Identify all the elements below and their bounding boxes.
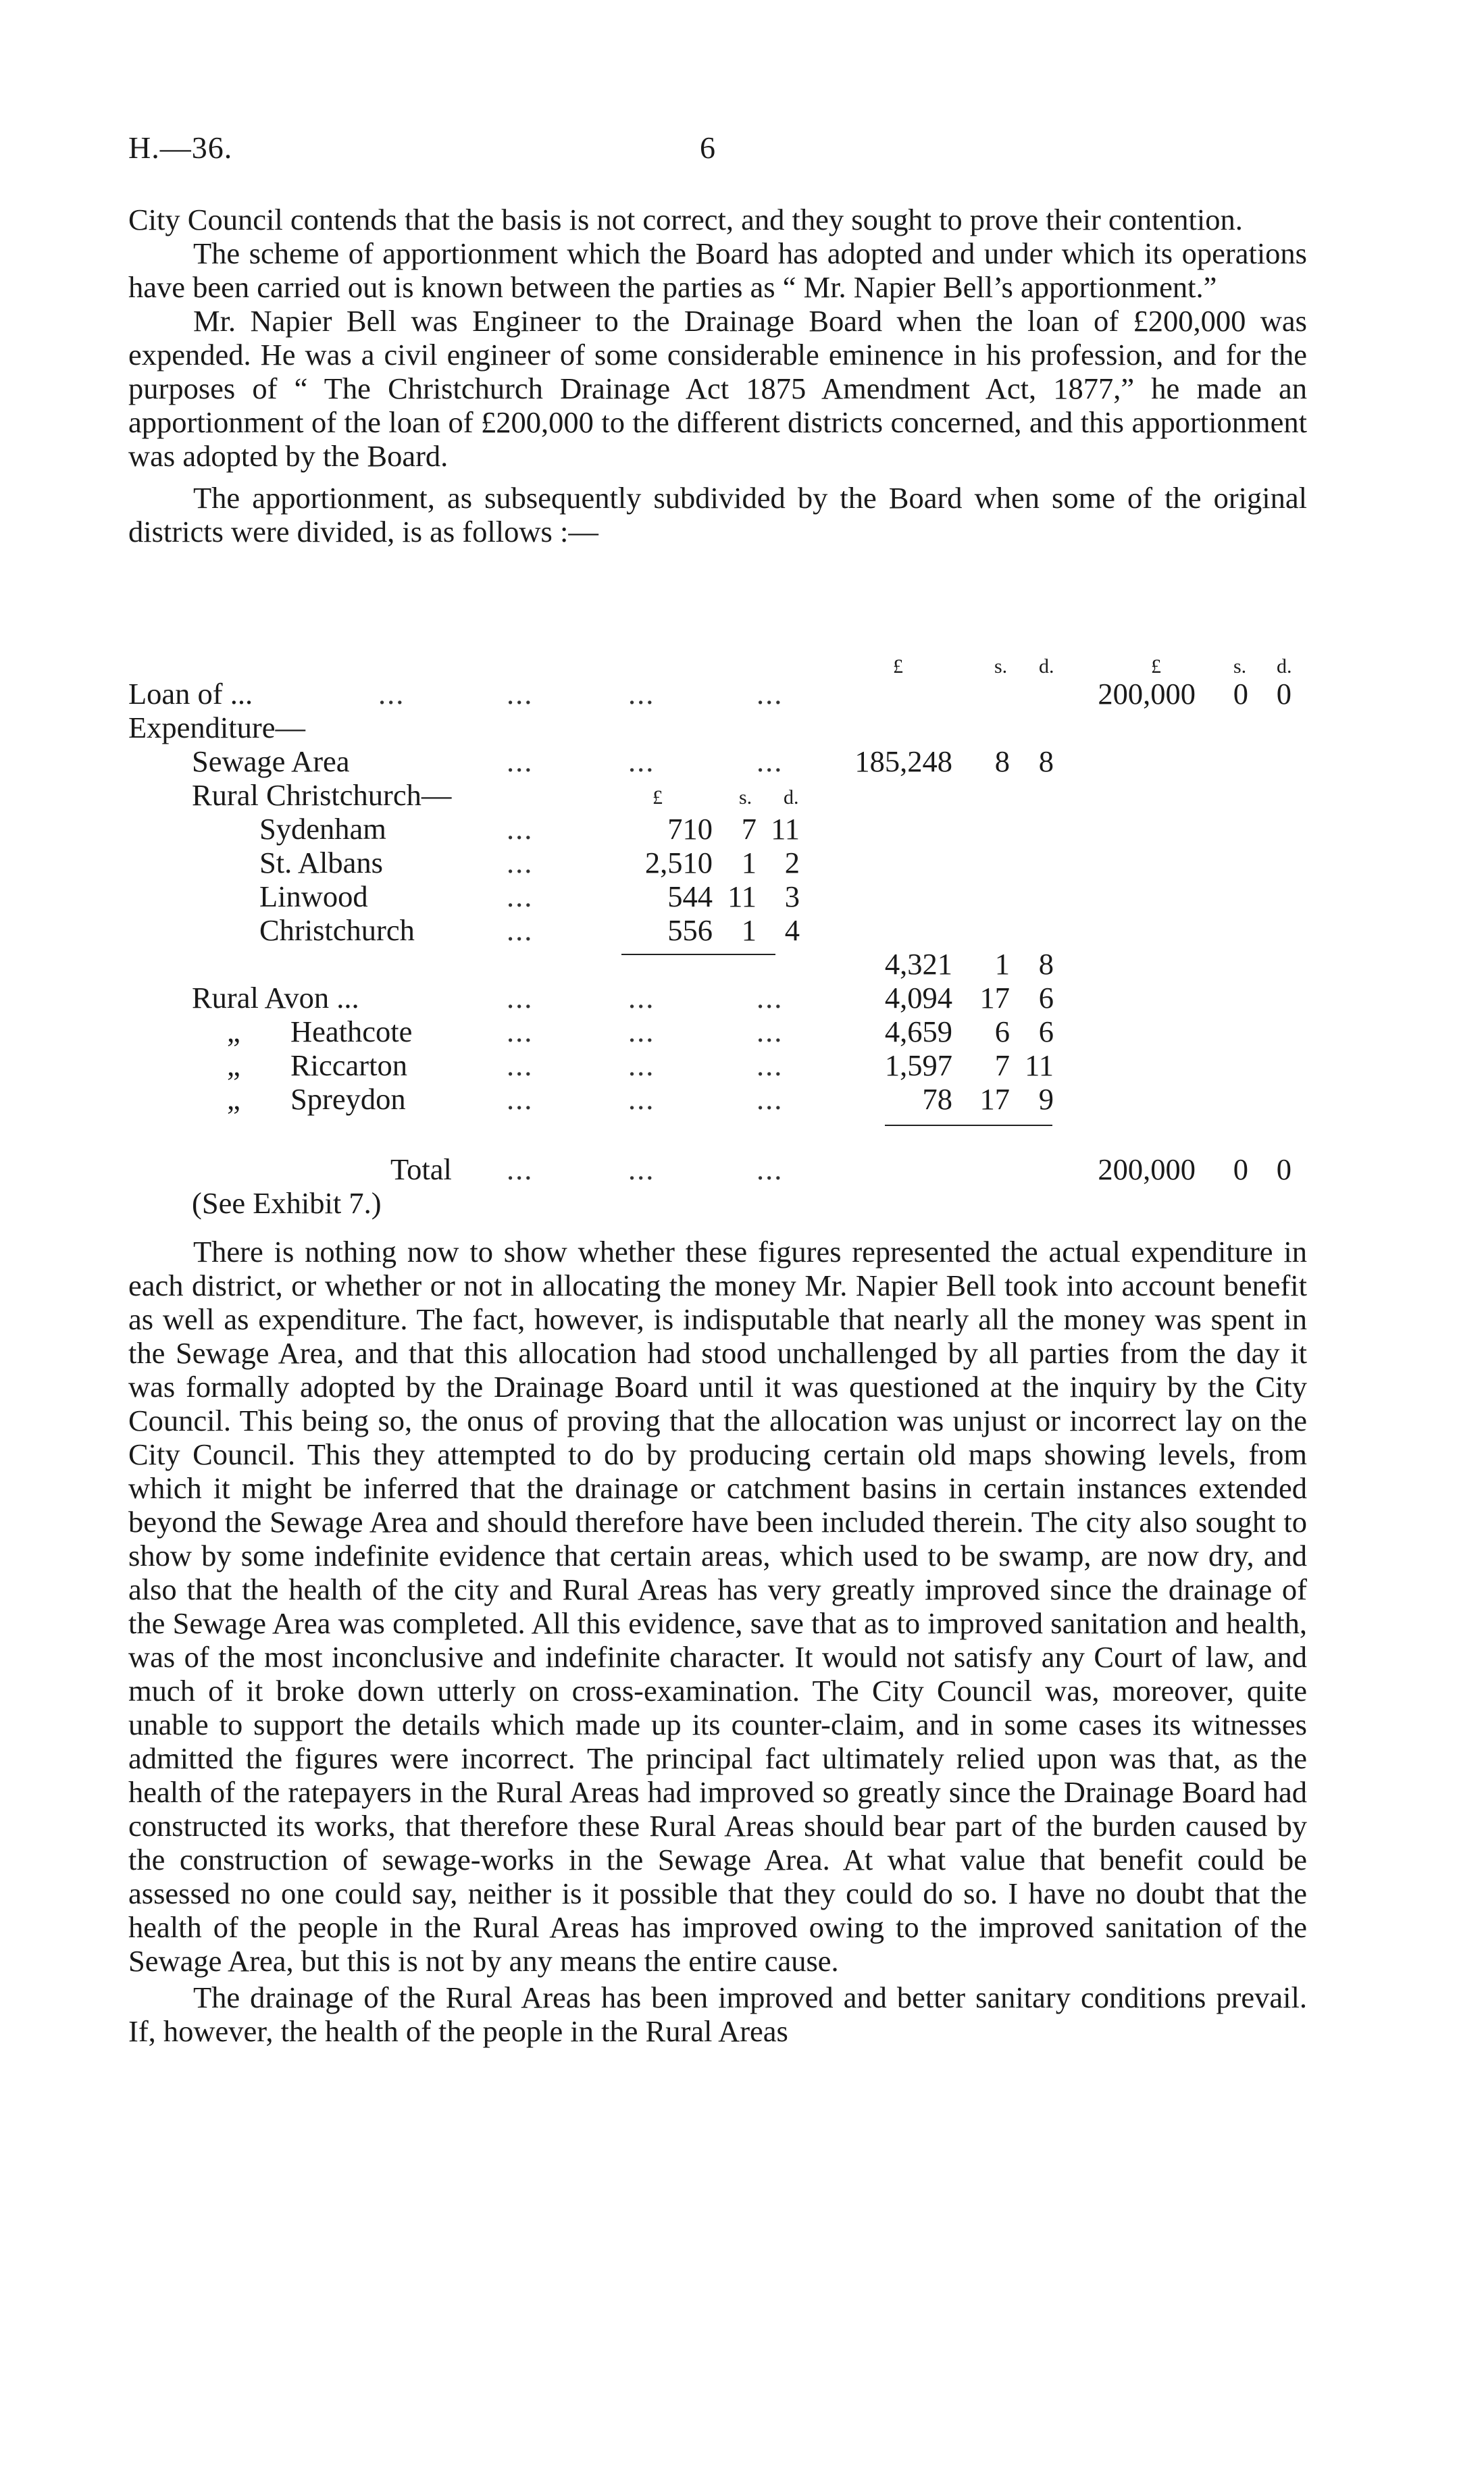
leader-dots: ... [507, 1152, 534, 1186]
body-text-bottom [128, 1235, 1307, 2048]
paragraph: The scheme of apportionment which the Board has adopted and under which its operations have been carried out is known between the parties as “ Mr. Napier Bell’s apportionment.” [128, 236, 1307, 304]
christchurch-shillings: 1 [741, 913, 757, 947]
leader-dots: ... [757, 744, 784, 778]
leader-dots: ... [628, 981, 655, 1015]
col-head-pounds-right: £ [1151, 655, 1161, 677]
linwood-shillings: 11 [727, 879, 757, 913]
christchurch-pounds: 556 [667, 913, 713, 947]
leader-dots: ... [757, 1048, 784, 1082]
leader-dots: ... [507, 812, 534, 846]
ditto-mark: „ [227, 1048, 240, 1082]
paragraph: There is nothing now to show whether these figures represented the actual expenditure in each district, or whether or not in allocating the money Mr. Napier Bell took into account benefit as well as expenditure. The fact, however, is indisputable that nearly all the money was spent in the Sewage Area, and that this allocation had stood unchallenged by all parties from the day it was formally adopted by the Drainage Board until it was questioned at the inquiry by the City Council. This being so, the onus of proving that the allocation was unjust or incorrect lay on the City Council. This they attempted to do by producing certain old maps showing levels, from which it might be inferred that the drainage or catchment basins in certain instances extended beyond the Sewage Area and should therefore have been included therein. The city also sought to show by some indefinite evidence that certain areas, which used to be swamp, are now dry, and also that the health of the city and Rural Areas has very greatly improved since the drainage of the Sewage Area was completed. All this evidence, save that as to improved sanitation and health, was of the most inconclusive and indefinite character. It would not satisfy any Court of law, and much of it broke down utterly on cross-examination. The City Council was, moreover, quite unable to support the details which made up its counter-claim, and in some cases its witnesses admitted the figures were incorrect. The principal fact ultimately relied upon was that, as the health of the ratepayers in the Rural Areas had improved so greatly since the Drainage Board had constructed its works, that therefore these Rural Areas should bear part of the burden caused by the construction of sewage-works in the Sewage Area. At what value that benefit could be assessed no one could say, neither is it possible that they could do so. I have no doubt that the health of the people in the Rural Areas has improved owing to the improved sanitation of the Sewage Area, but this is not by any means the entire cause. [128, 1235, 1307, 1978]
total-pence: 0 [1276, 1152, 1291, 1186]
spreydon-shillings: 17 [979, 1082, 1010, 1116]
leader-dots: ... [757, 1015, 784, 1048]
leader-dots: ... [628, 744, 655, 778]
row-label-st-albans: St. Albans [259, 846, 383, 879]
ditto-mark: „ [227, 1015, 240, 1048]
row-label-rural-christchurch: Rural Christchurch— [192, 778, 452, 812]
riccarton-shillings: 7 [994, 1048, 1010, 1082]
ditto-mark: „ [227, 1082, 240, 1116]
leader-dots: ... [507, 677, 534, 711]
rural-christchurch-subtotal-shillings: 1 [994, 947, 1010, 981]
leader-dots: ... [507, 913, 534, 947]
st-albans-pence: 2 [784, 846, 800, 879]
sewage-shillings: 8 [994, 744, 1010, 778]
row-label-total: Total [390, 1152, 452, 1186]
rural-christchurch-subtotal-pence: 8 [1038, 947, 1054, 981]
heathcote-shillings: 6 [994, 1015, 1010, 1048]
rural-avon-pence: 6 [1038, 981, 1054, 1015]
leader-dots: ... [507, 1048, 534, 1082]
loan-pounds: 200,000 [1098, 677, 1196, 711]
col-head-shillings-right: s. [1233, 655, 1247, 677]
heathcote-pence: 6 [1038, 1015, 1054, 1048]
row-label-loan: Loan of ... [128, 677, 253, 711]
leader-dots: ... [628, 677, 655, 711]
col-head-pence-right: d. [1277, 655, 1292, 677]
total-shillings: 0 [1233, 1152, 1248, 1186]
christchurch-pence: 4 [784, 913, 800, 947]
paragraph: Mr. Napier Bell was Engineer to the Drainage Board when the loan of £200,000 was expended. He was a civil engineer of some considerable eminence in his profession, and for the purposes of “ The Christchurch Drainage Act 1875 Amendment Act, 1877,” he made an apportionment of the loan of £200,000 to the different districts concerned, and this apportionment was adopted by the Board. [128, 304, 1307, 473]
page-number: 6 [700, 130, 715, 165]
row-label-sydenham: Sydenham [259, 812, 386, 846]
sydenham-shillings: 7 [741, 812, 757, 846]
col-head-pence: d. [1039, 655, 1054, 677]
rural-avon-pounds: 4,094 [884, 981, 952, 1015]
loan-pence: 0 [1276, 677, 1291, 711]
leader-dots: ... [757, 1152, 784, 1186]
leader-dots: ... [628, 1048, 655, 1082]
row-label-riccarton: Riccarton [290, 1048, 407, 1082]
sewage-pounds: 185,248 [854, 744, 952, 778]
leader-dots: ... [757, 981, 784, 1015]
linwood-pounds: 544 [667, 879, 713, 913]
row-label-expenditure: Expenditure— [128, 711, 305, 744]
spreydon-pence: 9 [1038, 1082, 1054, 1116]
col-head-shillings: s. [994, 655, 1008, 677]
total-rule [885, 1125, 1052, 1126]
rural-avon-shillings: 17 [979, 981, 1010, 1015]
leader-dots: ... [507, 1015, 534, 1048]
leader-dots: ... [628, 1152, 655, 1186]
subtotal-rule [621, 954, 775, 955]
paragraph: City Council contends that the basis is not correct, and they sought to prove their contention. [128, 203, 1243, 236]
heathcote-pounds: 4,659 [884, 1015, 952, 1048]
col-head-pounds: £ [893, 655, 903, 677]
leader-dots: ... [507, 846, 534, 879]
row-label-spreydon: Spreydon [290, 1082, 406, 1116]
sub-col-head-pence: d. [784, 786, 799, 809]
leader-dots: ... [507, 981, 534, 1015]
sub-col-head-pounds: £ [653, 786, 663, 809]
row-label-sewage-area: Sewage Area [192, 744, 350, 778]
sydenham-pounds: 710 [667, 812, 713, 846]
rural-christchurch-subtotal-pounds: 4,321 [884, 947, 952, 981]
paragraph: The drainage of the Rural Areas has been improved and better sanitary conditions prevail. If, however, the health of the people in the Rural Areas [128, 1980, 1307, 2048]
exhibit-note: (See Exhibit 7.) [192, 1186, 382, 1220]
row-label-christchurch: Christchurch [259, 913, 415, 947]
sydenham-pence: 11 [771, 812, 800, 846]
document-reference: H.—36. [128, 130, 233, 165]
loan-shillings: 0 [1233, 677, 1248, 711]
leader-dots: ... [628, 1015, 655, 1048]
row-label-heathcote: Heathcote [290, 1015, 413, 1048]
linwood-pence: 3 [784, 879, 800, 913]
row-label-rural-avon: Rural Avon ... [192, 981, 359, 1015]
leader-dots: ... [507, 1082, 534, 1116]
st-albans-pounds: 2,510 [644, 846, 713, 879]
st-albans-shillings: 1 [741, 846, 757, 879]
paragraph: The apportionment, as subsequently subdivided by the Board when some of the original districts were divided, is as follows :— [128, 481, 1307, 548]
leader-dots: ... [757, 1082, 784, 1116]
leader-dots: ... [507, 744, 534, 778]
leader-dots: ... [507, 879, 534, 913]
spreydon-pounds: 78 [922, 1082, 952, 1116]
total-pounds: 200,000 [1098, 1152, 1196, 1186]
riccarton-pounds: 1,597 [884, 1048, 952, 1082]
leader-dots: ... [378, 677, 405, 711]
sub-col-head-shillings: s. [739, 786, 752, 809]
leader-dots: ... [628, 1082, 655, 1116]
row-label-linwood: Linwood [259, 879, 368, 913]
sewage-pence: 8 [1038, 744, 1054, 778]
leader-dots: ... [757, 677, 784, 711]
riccarton-pence: 11 [1025, 1048, 1054, 1082]
